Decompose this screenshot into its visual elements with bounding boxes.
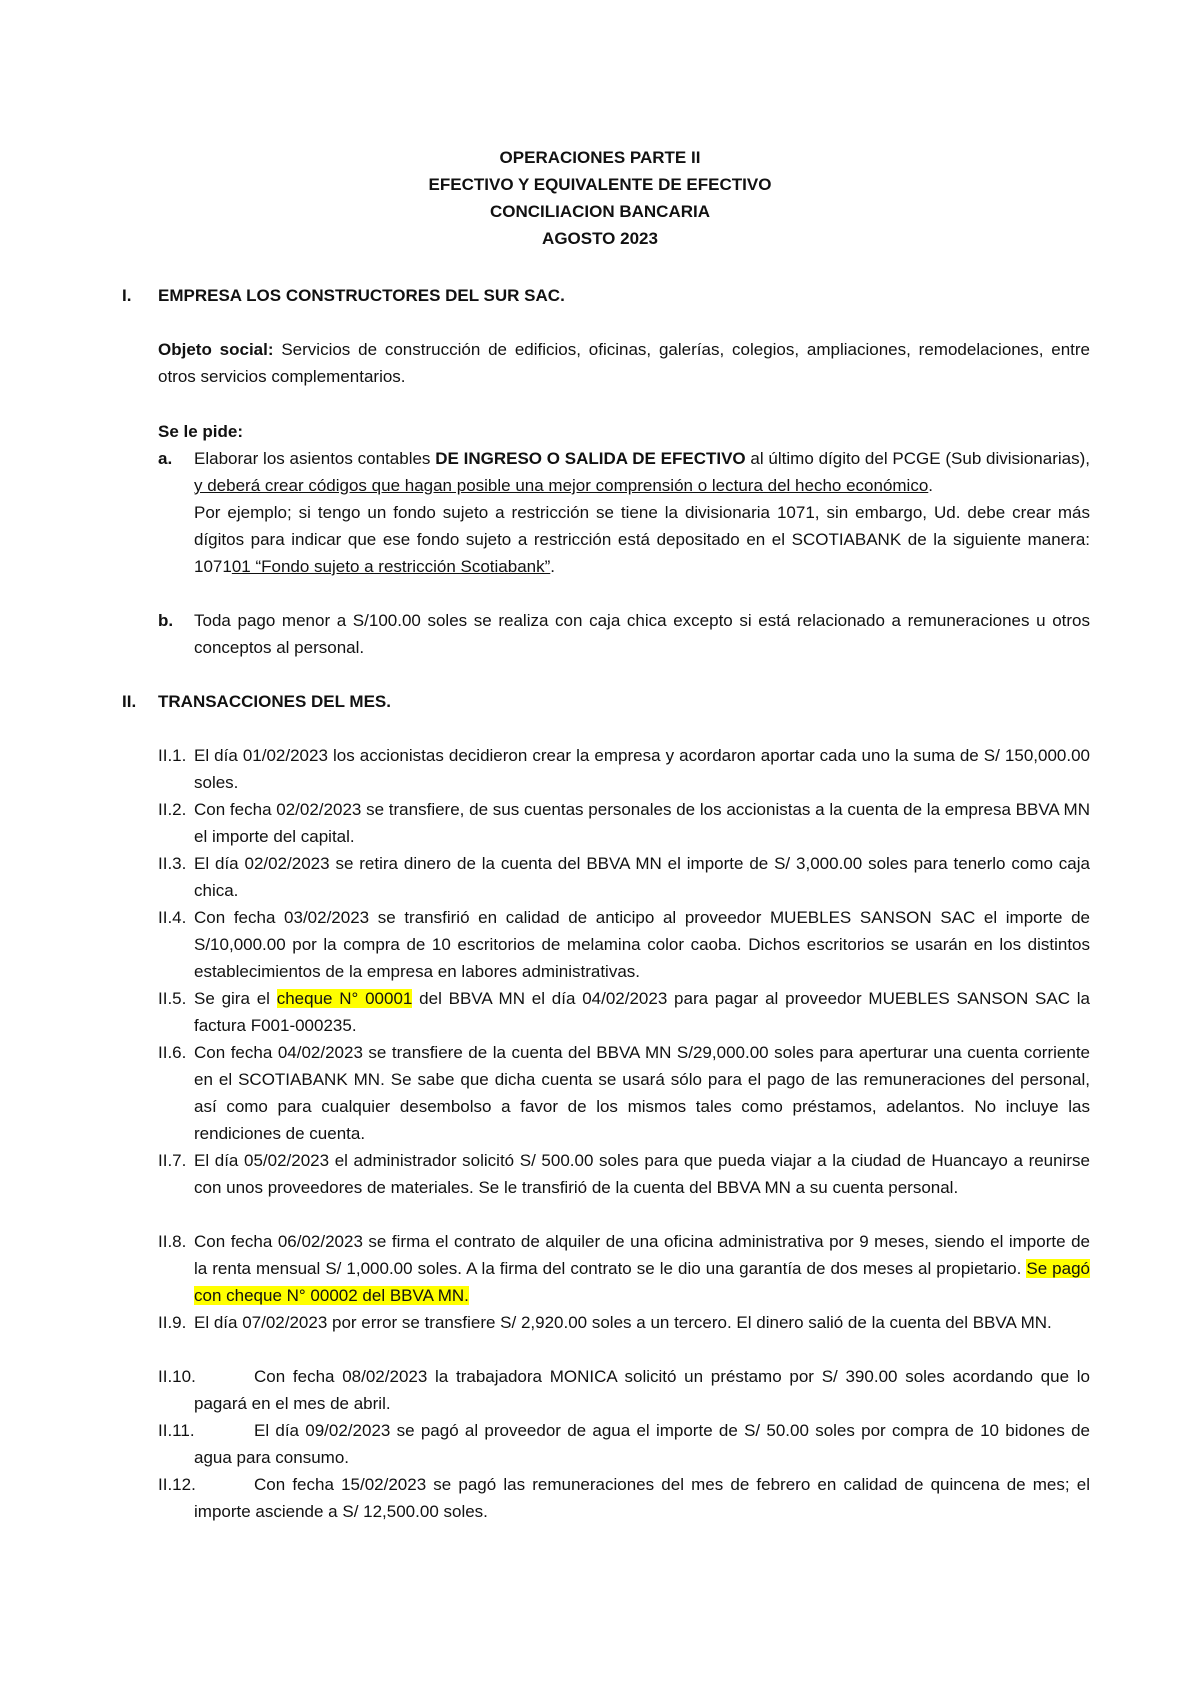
section-1-number: I. [122,286,132,305]
header-subtitle: EFECTIVO Y EQUIVALENTE DE EFECTIVO [428,175,772,194]
section-2-title: TRANSACCIONES DEL MES. [158,692,391,711]
requirement-a-label: a. [158,449,173,468]
requirement-b-text: Toda pago menor a S/100.00 soles se realiza con caja chica excepto si está relacionado a remuneraciones u otros conceptos al personal. [194,611,1090,657]
section-1-title: EMPRESA LOS CONSTRUCTORES DEL SUR SAC. [158,286,565,305]
objeto-social-text: Servicios de construcción de edificios, oficinas, galerías, colegios, ampliaciones, remodelaciones, entre otros servicios complementarios. [158,340,1090,386]
header-period: AGOSTO 2023 [542,229,658,248]
objeto-social-label: Objeto social: [158,340,274,359]
objeto-social-paragraph [158,336,1090,390]
section-2-number: II. [122,692,137,711]
document-header [0,144,1200,252]
highlighted-cheque-1: cheque N° 00001 [276,989,413,1008]
header-title: OPERACIONES PARTE II [499,148,701,167]
se-le-pide-label: Se le pide: [158,422,244,441]
requirement-a-text: Elaborar los asientos contables DE INGRESO O SALIDA DE EFECTIVO al último dígito del PCGE (Sub divisionarias), y deberá crear códigos que hagan posible una mejor comprensión o lectura del hecho económico. Por ejemplo; si tengo un fondo sujeto a restricción se tiene la divisionaria 1071, sin embargo, Ud. debe crear más dígitos para indicar que ese fondo sujeto a restricción está depositado en el SCOTIABANK de la siguiente manera: 107101 “Fondo sujeto a restricción Scotiabank”. [194,449,1090,576]
document-page: OPERACIONES PARTE II EFECTIVO Y EQUIVALENTE DE EFECTIVO CONCILIACION BANCARIA AGOSTO 2023 I. EMPRESA LOS CONSTRUCTORES DEL SUR SAC. Objeto social: Servicios de construcción de edificios, oficinas, galerías, colegios, ampliaciones, remodelaciones, entre otros servicios complementarios. Se le pide: a. Elaborar los asientos contables DE INGRESO O SALIDA DE EFECTIVO al último dígito del PCGE (Sub divisionarias), y deberá crear códigos que hagan posible una mejor comprensión o lectura del hecho económico. Por ejemplo; si tengo un fondo sujeto a restricción se tiene la divisionaria 1071, sin embargo, Ud. debe crear más dígitos para indicar que ese fondo sujeto a restricción está depositado en el SCOTIABANK de la siguiente manera: 107101 “Fondo sujeto a restricción Scotiabank”. b. Toda pago menor a S/100.00 soles se realiza con caja chica excepto si está relacionado a remuneraciones u otros conceptos al personal. II. TRANSACCIONES DEL MES. II.1. El día 01/02/2023 los accionistas decidieron crear la empresa y acordaron aportar cada uno la suma de S/ 150,000.00 soles. II.2. Con fecha 02/02/2023 se transfiere, de sus cuentas personales de los accionistas a la cuenta de la empresa BBVA MN el importe del capital. II.3. El día 02/02/2023 se retira dinero de la cuenta del BBVA MN el importe de S/ 3,000.00 soles para tenerlo como caja chica. II.4. Con fecha 03/02/2023 se transfirió en calidad de anticipo al proveedor MUEBLES SANSON SAC el importe de S/10,000.00 por la compra de 10 escritorios de melamina color caoba. Dichos escritorios se usarán en los distintos establecimientos de la empresa en labores administrativas. II.5. Se gira el cheque N° 00001 del BBVA MN el día 04/02/2023 para pagar al proveedor MUEBLES SANSON SAC la factura F001-000235. II.6. Con fecha 04/02/2023 se transfiere de la cuenta del BBVA MN S/29,000.00 soles para aperturar una cuenta corriente en el SCOTIABANK MN. Se sabe que dicha cuenta se usará sólo para el pago de las remuneraciones del personal, así como para cualquier desembolso a favor de los mismos tales como préstamos, adelantos. No incluye las rendiciones de cuenta. II.7. El día 05/02/2023 el administrador solicitó S/ 500.00 soles para que pueda viajar a la ciudad de Huancayo a reunirse con unos proveedores de materiales. Se le transfirió de la cuenta del BBVA MN a su cuenta personal. II.8. Con fecha 06/02/2023 se firma el contrato de alquiler de una oficina administrativa por 9 meses, siendo el importe de la renta mensual S/ 1,000.00 soles. A la firma del contrato se le dio una garantía de dos meses al propietario. Se pagó con cheque N° 00002 del BBVA MN. II.9. El día 07/02/2023 por error se transfiere S/ 2,920.00 soles a un tercero. El dinero salió de la cuenta del BBVA MN. II.10. Con fecha 08/02/2023 la trabajadora MONICA solicitó un préstamo por S/ 390.00 soles acordando que lo pagará en el mes de abril. II.11. El día 09/02/2023 se pagó al proveedor de agua el importe de S/ 50.00 soles por compra de 10 bidones de agua para consumo. II.12. Con fecha 15/02/2023 se pagó las remuneraciones del mes de febrero en calidad de quincena de mes; el importe asciende a S/ 12,500.00 soles. [0,0,1200,1698]
header-topic: CONCILIACION BANCARIA [489,202,711,221]
highlighted-cheque-2: Se pagó con cheque N° 00002 del BBVA MN. [194,1259,1090,1305]
requirement-b-label: b. [158,611,174,630]
